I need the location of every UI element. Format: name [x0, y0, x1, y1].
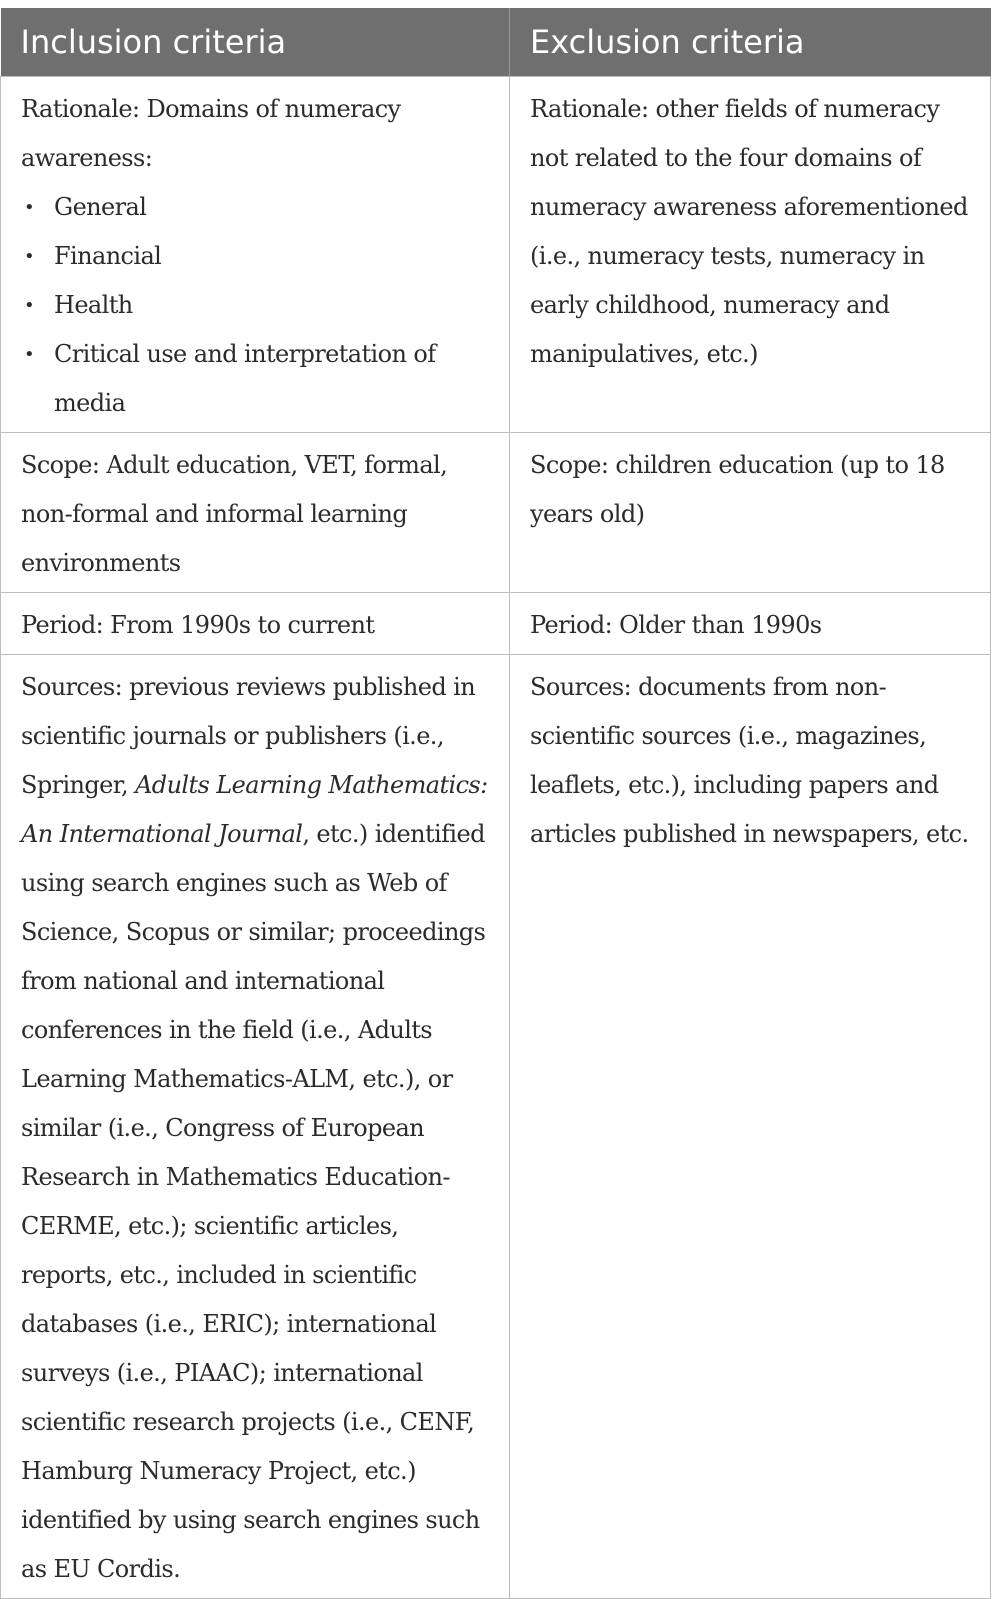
domains-list — [21, 183, 495, 428]
table-row-rationale — [1, 77, 991, 433]
cell-inclusion-period: Period: From 1990s to current — [1, 593, 510, 655]
list-item: • General — [21, 183, 495, 232]
header-inclusion-criteria: Inclusion criteria — [1, 8, 510, 77]
table-row-scope — [1, 433, 991, 593]
list-item: • Financial — [21, 232, 495, 281]
bullet-icon: • — [24, 197, 35, 218]
table-row-sources — [1, 655, 991, 1599]
table-body — [1, 77, 991, 1599]
header-row — [1, 8, 991, 77]
criteria-table-container — [0, 8, 990, 1599]
rationale-inclusion-intro: Rationale: Domains of numeracy awareness: — [21, 95, 401, 172]
criteria-table — [0, 8, 991, 1599]
sources-inclusion-journal-title: Adults Learning Mathematics: An International Journal — [21, 771, 488, 848]
bullet-icon: • — [24, 246, 35, 267]
bullet-icon: • — [24, 295, 35, 316]
sources-inclusion-text-1: Sources: previous reviews published in scientific journals or publishers (i.e., Springer, — [21, 673, 476, 799]
cell-inclusion-scope: Scope: Adult education, VET, formal, non-formal and informal learning environments — [1, 433, 510, 593]
table-header — [1, 8, 991, 77]
table-row-period — [1, 593, 991, 655]
sources-inclusion-text-2: , etc.) identified using search engines such as Web of Science, Scopus or similar; proceedings from national and international conferences in the field (i.e., Adults Learning Mathematics-ALM, etc.), or similar (i.e., Congress of European Research in Mathematics Education-CERME, etc.); scientific articles, reports, etc., included in scientific databases (i.e., ERIC); international surveys (i.e., PIAAC); international scientific research projects (i.e., CENF, Hamburg Numeracy Project, etc.) identified by using search engines such as EU Cordis. — [21, 820, 486, 1583]
list-item: • Critical use and interpretation of media — [21, 330, 495, 428]
cell-inclusion-rationale — [1, 77, 510, 433]
cell-exclusion-rationale: Rationale: other fields of numeracy not related to the four domains of numeracy awareness aforementioned (i.e., numeracy tests, numeracy in early childhood, numeracy and manipulatives, etc.) — [510, 77, 991, 433]
header-exclusion-criteria: Exclusion criteria — [510, 8, 991, 77]
cell-exclusion-scope: Scope: children education (up to 18 years old) — [510, 433, 991, 593]
bullet-icon: • — [24, 344, 35, 365]
cell-exclusion-period: Period: Older than 1990s — [510, 593, 991, 655]
cell-inclusion-sources — [1, 655, 510, 1599]
list-item: • Health — [21, 281, 495, 330]
cell-exclusion-sources: Sources: documents from non-scientific sources (i.e., magazines, leaflets, etc.), including papers and articles published in newspapers, etc. — [510, 655, 991, 1599]
